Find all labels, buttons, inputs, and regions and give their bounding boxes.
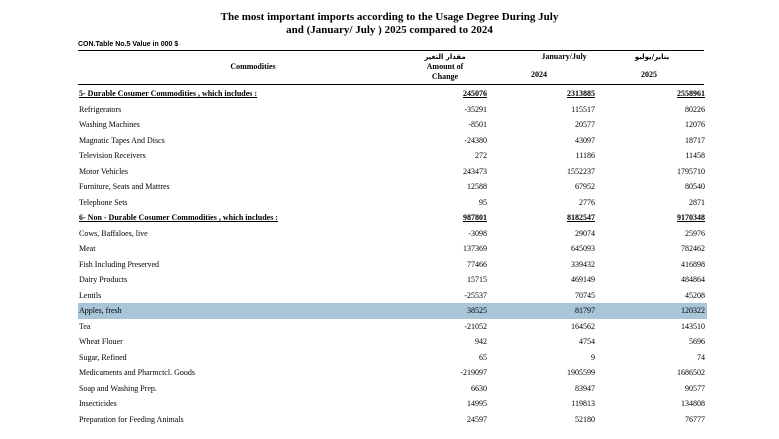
value-2024	[487, 117, 595, 133]
value-2024	[487, 179, 595, 195]
value-2025	[595, 179, 707, 195]
value-2025-text: 9170348	[677, 213, 705, 223]
change-value-text: 987801	[463, 213, 487, 223]
value-2025-text: 74	[697, 352, 705, 362]
value-2024-text: 20577	[575, 120, 595, 130]
commodity-name-text: Magnatic Tapes And Discs	[79, 135, 165, 145]
commodity-name-text: 6- Non - Durable Cosumer Commodities , which includes :	[79, 212, 278, 222]
change-value-text: -24380	[464, 135, 487, 145]
value-2024	[487, 102, 595, 118]
value-2024-text: 1905599	[567, 368, 595, 378]
table-row	[78, 412, 707, 428]
value-2025	[595, 272, 707, 288]
value-2024	[487, 133, 595, 149]
change-value	[409, 148, 487, 164]
commodity-name	[78, 226, 409, 242]
table-row	[78, 148, 707, 164]
commodity-name-text: Telephone Sets	[79, 197, 128, 207]
value-2024-text: 8182547	[567, 213, 595, 223]
value-2024	[487, 319, 595, 335]
value-2025	[595, 226, 707, 242]
value-2024-text: 11186	[575, 151, 595, 161]
value-2024	[487, 210, 595, 226]
commodity-name-text: Tea	[79, 321, 91, 331]
value-2025-text: 1686502	[677, 368, 705, 378]
change-value-text: 38525	[467, 306, 487, 316]
value-2024	[487, 365, 595, 381]
value-2025-text: 76777	[685, 414, 705, 424]
header-period-en: January/July	[541, 52, 587, 61]
change-value	[409, 272, 487, 288]
change-value	[409, 241, 487, 257]
commodity-name	[78, 334, 409, 350]
value-2025	[595, 396, 707, 412]
change-value	[409, 179, 487, 195]
table-row	[78, 396, 707, 412]
change-value-text: 245076	[463, 89, 487, 99]
value-2025	[595, 334, 707, 350]
commodity-name-text: Cows, Baffaloes, live	[79, 228, 148, 238]
value-2024-text: 70745	[575, 290, 595, 300]
value-2024-text: 9	[591, 352, 595, 362]
table-row	[78, 334, 707, 350]
commodity-name-text: Lentils	[79, 290, 102, 300]
change-value	[409, 195, 487, 211]
value-2025	[595, 365, 707, 381]
commodity-name	[78, 102, 409, 118]
commodity-name	[78, 257, 409, 273]
value-2024	[487, 257, 595, 273]
commodity-name	[78, 350, 409, 366]
header-change-line2: Change	[431, 72, 459, 81]
imports-table-body	[78, 86, 707, 427]
commodity-name-text: Medicaments and Pharmctcl. Goods	[79, 368, 195, 378]
title-line-2: and (January/ July ) 2025 compared to 2024	[286, 24, 493, 36]
commodity-name-text: Washing Machines	[79, 120, 140, 130]
change-value-text: 95	[479, 197, 487, 207]
change-value-text: 15715	[467, 275, 487, 285]
table-row	[78, 241, 707, 257]
value-2025-text: 5696	[689, 337, 705, 347]
value-2025-text: 18717	[685, 135, 705, 145]
value-2025-text: 45208	[685, 290, 705, 300]
report-title	[0, 11, 779, 37]
value-2025-text: 11458	[685, 151, 705, 161]
value-2025-text: 416898	[681, 259, 705, 269]
commodity-name	[78, 396, 409, 412]
table-row	[78, 133, 707, 149]
commodity-name	[78, 365, 409, 381]
value-2025	[595, 117, 707, 133]
change-value	[409, 412, 487, 428]
value-2025	[595, 288, 707, 304]
value-2024-text: 81797	[575, 306, 595, 316]
change-value	[409, 303, 487, 319]
section-row	[78, 86, 707, 102]
change-value	[409, 210, 487, 226]
change-value-text: -21052	[464, 321, 487, 331]
commodity-name-text: Television Receivers	[79, 151, 146, 161]
value-2025	[595, 350, 707, 366]
table-row	[78, 365, 707, 381]
change-value	[409, 381, 487, 397]
header-change-line1: Amount of	[426, 62, 464, 71]
commodity-name	[78, 303, 409, 319]
table-row	[78, 350, 707, 366]
value-2024-text: 1552237	[567, 166, 595, 176]
table-row	[78, 288, 707, 304]
commodity-name	[78, 412, 409, 428]
value-2024-text: 469149	[571, 275, 595, 285]
value-2024-text: 2313885	[567, 89, 595, 99]
value-2025	[595, 210, 707, 226]
value-2025-text: 25976	[685, 228, 705, 238]
header-change-arabic: مقدار التغير	[424, 53, 466, 61]
value-2025-text: 1795710	[677, 166, 705, 176]
commodity-name-text: 5- Durable Cosumer Commodities , which includes :	[79, 89, 258, 99]
value-2024	[487, 195, 595, 211]
change-value-text: 243473	[463, 166, 487, 176]
value-2024-text: 645093	[571, 244, 595, 254]
commodity-name-text: Dairy Products	[79, 275, 128, 285]
change-value-text: 6630	[471, 383, 487, 393]
commodity-name	[78, 381, 409, 397]
commodity-name-text: Refrigerators	[79, 104, 122, 114]
value-2024-text: 43097	[575, 135, 595, 145]
change-value-text: 272	[475, 151, 487, 161]
change-value-text: 12588	[467, 182, 487, 192]
value-2024	[487, 334, 595, 350]
commodity-name-text: Wheat Flouer	[79, 337, 123, 347]
change-value-text: 77466	[467, 259, 487, 269]
value-2025	[595, 133, 707, 149]
commodity-name-text: Apples, fresh	[79, 306, 122, 316]
commodity-name-text: Insecticides	[79, 399, 117, 409]
change-value	[409, 319, 487, 335]
value-2025-text: 80226	[685, 104, 705, 114]
imports-table	[78, 86, 707, 427]
commodity-name	[78, 195, 409, 211]
change-value	[409, 257, 487, 273]
change-value-text: 137369	[463, 244, 487, 254]
table-row	[78, 179, 707, 195]
value-2024	[487, 148, 595, 164]
header-period-ar: يناير/يوليو	[634, 53, 670, 61]
value-2025	[595, 319, 707, 335]
commodity-name	[78, 272, 409, 288]
value-2024	[487, 396, 595, 412]
value-2025	[595, 381, 707, 397]
value-2025-text: 90577	[685, 383, 705, 393]
value-2024	[487, 86, 595, 102]
table-row	[78, 381, 707, 397]
commodity-name-text: Meat	[79, 244, 96, 254]
change-value	[409, 117, 487, 133]
value-2024-text: 67952	[575, 182, 595, 192]
change-value	[409, 365, 487, 381]
commodity-name	[78, 241, 409, 257]
table-row	[78, 102, 707, 118]
value-2025-text: 80540	[685, 182, 705, 192]
value-2024-text: 164562	[571, 321, 595, 331]
commodity-name-text: Sugar, Refined	[79, 352, 127, 362]
value-2024-text: 115517	[571, 104, 595, 114]
commodity-name	[78, 86, 409, 102]
value-2025	[595, 241, 707, 257]
title-line-1: The most important imports according to the Usage Degree During July	[220, 11, 559, 23]
change-value	[409, 288, 487, 304]
value-2024-text: 29074	[575, 228, 595, 238]
table-row	[78, 257, 707, 273]
table-row	[78, 226, 707, 242]
table-row	[78, 272, 707, 288]
change-value	[409, 164, 487, 180]
change-value	[409, 396, 487, 412]
change-value	[409, 334, 487, 350]
commodity-name-text: Motor Vehicles	[79, 166, 128, 176]
commodity-name-text: Preparation for Feeding Animals	[79, 414, 184, 424]
value-2025-text: 143510	[681, 321, 705, 331]
value-2025	[595, 102, 707, 118]
change-value	[409, 350, 487, 366]
change-value-text: 65	[479, 352, 487, 362]
header-change	[400, 52, 490, 82]
table-row	[78, 319, 707, 335]
header-year-2024: 2024	[531, 70, 547, 79]
value-2024	[487, 303, 595, 319]
commodity-name	[78, 148, 409, 164]
value-2025-text: 2871	[689, 197, 705, 207]
commodity-name	[78, 179, 409, 195]
change-value-text: 14995	[467, 399, 487, 409]
value-2025-text: 134808	[681, 399, 705, 409]
value-2025	[595, 164, 707, 180]
value-2024	[487, 381, 595, 397]
commodity-name	[78, 210, 409, 226]
value-2025-text: 120322	[681, 306, 705, 316]
commodity-name-text: Furniture, Seats and Mattres	[79, 182, 170, 192]
table-row	[78, 303, 707, 319]
value-2024-text: 83947	[575, 383, 595, 393]
commodity-name	[78, 117, 409, 133]
value-2024-text: 339432	[571, 259, 595, 269]
value-2025-text: 2558961	[677, 89, 705, 99]
commodity-name	[78, 319, 409, 335]
value-2025	[595, 412, 707, 428]
commodity-name	[78, 164, 409, 180]
value-2025	[595, 303, 707, 319]
commodity-name-text: Fish Including Preserved	[79, 259, 159, 269]
change-value	[409, 102, 487, 118]
table-subheading: CON.Table No.5 Value in 000 $	[78, 41, 179, 48]
commodity-name	[78, 133, 409, 149]
table-row	[78, 117, 707, 133]
value-2024-text: 119813	[571, 399, 595, 409]
value-2025	[595, 86, 707, 102]
change-value	[409, 133, 487, 149]
change-value	[409, 86, 487, 102]
value-2024	[487, 226, 595, 242]
value-2024	[487, 272, 595, 288]
header-year-2025: 2025	[641, 70, 657, 79]
value-2025	[595, 195, 707, 211]
table-row	[78, 195, 707, 211]
value-2024	[487, 241, 595, 257]
header-top-rule	[78, 50, 704, 51]
value-2024-text: 2776	[579, 197, 595, 207]
value-2024	[487, 412, 595, 428]
change-value-text: -25537	[464, 290, 487, 300]
value-2024	[487, 288, 595, 304]
commodity-name-text: Soap and Washing Prep.	[79, 383, 157, 393]
value-2024	[487, 350, 595, 366]
header-bottom-rule	[78, 84, 704, 85]
change-value-text: -8501	[468, 120, 487, 130]
value-2024-text: 4754	[579, 337, 595, 347]
value-2025	[595, 257, 707, 273]
change-value-text: -219097	[460, 368, 487, 378]
change-value	[409, 226, 487, 242]
value-2025-text: 484864	[681, 275, 705, 285]
value-2025-text: 12076	[685, 120, 705, 130]
section-row	[78, 210, 707, 226]
value-2025-text: 782462	[681, 244, 705, 254]
table-row	[78, 164, 707, 180]
header-commodities: Commodities	[230, 62, 276, 71]
commodity-name	[78, 288, 409, 304]
change-value-text: 24597	[467, 414, 487, 424]
value-2024	[487, 164, 595, 180]
change-value-text: -3098	[468, 228, 487, 238]
value-2024-text: 52180	[575, 414, 595, 424]
value-2025	[595, 148, 707, 164]
change-value-text: 942	[475, 337, 487, 347]
change-value-text: -35291	[464, 104, 487, 114]
